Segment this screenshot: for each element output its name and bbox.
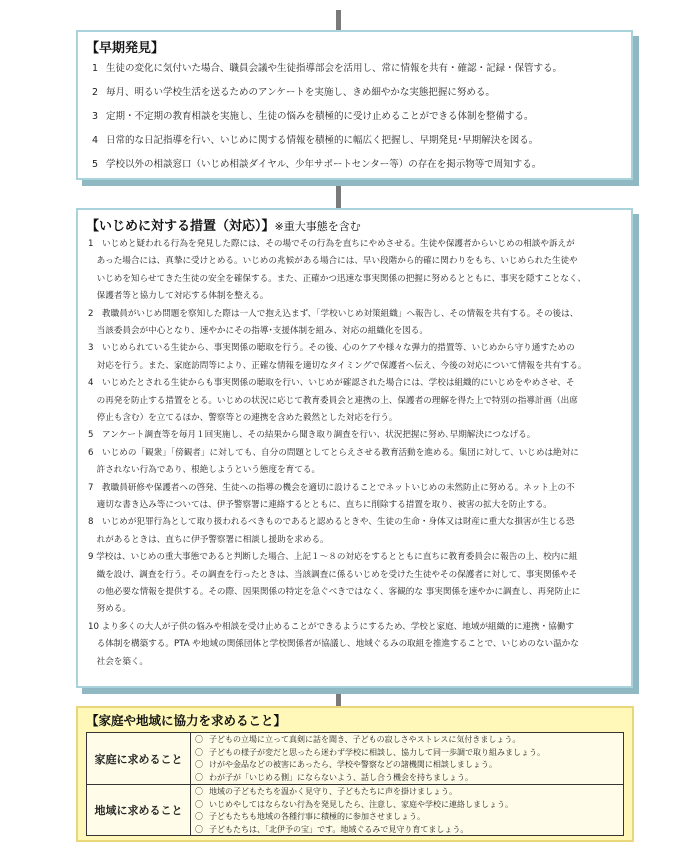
- community-item: 〇 地域の子どもたちを温かく見守り、子どもたちに声を掛けましょう。: [195, 787, 457, 796]
- early-detection-item: 5 学校以外の相談窓口（いじめ相談ダイヤル、少年サポートセンター等）の存在を掲示物等で周知する。: [92, 159, 542, 170]
- early-detection-item: 3 定期・不定期の教育相談を実施し、生徒の悩みを積極的に受け止めることができる体制を整備する。: [92, 111, 534, 122]
- response-line: 9 学校は、いじめの重大事態であると判断した場合、上記１～８の対応をするとともに直ちに教育委員会に報告の上、校内に組: [88, 552, 578, 563]
- community-item: 〇 いじめやしてはならない行為を発見したら、注意し、家庭や学校に連絡しましょう。: [195, 799, 513, 809]
- response-line: 6 いじめの「観衆」「傍観者」に対しても、自分の問題としてとらえさせる教育活動を進める。集団に対して、いじめは絶対に: [88, 447, 579, 458]
- early-detection-item: 2 毎月、明るい学校生活を送るためのアンケートを実施し、きめ細やかな実態把握に努める。: [92, 87, 495, 98]
- home-row-label: 家庭に求めること: [87, 733, 191, 784]
- cooperation-box: [76, 706, 634, 842]
- home-item: 〇 けがや金品などの被害にあったら、学校や警察などの諸機関に相談しましょう。: [195, 760, 497, 769]
- response-line: 社会を築く。: [88, 656, 148, 667]
- response-line: 対応を行う。また、家庭訪問等により、正確な情報を適切なタイミングで保護者へ伝え、今後の対応について情報を共有する。: [88, 360, 587, 371]
- home-item: 〇 子どもの様子が変だと思ったら迷わず学校に相談し、協力して同一歩調で取り組みましょう。: [195, 747, 545, 757]
- response-line: あった場合には、真摯に受けとめる。いじめの兆候がある場合には、早い段階から的確に関わりをもち、いじめられた生徒や: [88, 256, 578, 267]
- response-line: 適切な書き込み等については、伊予警察署に連絡するとともに、直ちに削除する措置を取り、被害の拡大を防止する。: [88, 500, 552, 510]
- community-row-items: [195, 786, 513, 836]
- response-note: ※重大事態を含む: [274, 220, 361, 233]
- response-title: 【いじめに対する措置（対応）】※重大事態を含む: [86, 219, 361, 234]
- community-row-label: 地域に求めること: [87, 785, 191, 835]
- response-line: 7 教職員研修や保護者への啓発、生徒への指導の機会を適切に設けることでネットいじめの未然防止に努める。ネット上の不: [88, 482, 575, 493]
- home-item: 〇 わが子が「いじめる側」にならないよう、話し合う機会を持ちましょう。: [195, 772, 473, 782]
- early-detection-title: 【早期発見】: [86, 41, 165, 56]
- community-row: [87, 785, 623, 835]
- response-line: 3 いじめられている生徒から、事実関係の聴取を行う。その後、心のケアや様々な弾力的措置等、いじめから守り通すための: [88, 343, 575, 354]
- community-item: 〇 子どもたちも地域の各種行事に積極的に参加させましょう。: [195, 812, 425, 821]
- early-detection-item: 1 生徒の変化に気付いた場合、職員会議や生徒指導部会を活用し、常に情報を共有・確認・記録・保管する。: [92, 63, 563, 74]
- cooperation-table: [86, 732, 624, 836]
- response-line: いじめを知らせてきた生徒の安全を確保する。また、正確かつ迅速な事実関係の把握に努めるとともに、事実を隠すことなく、: [88, 273, 587, 284]
- response-line: 当該委員会が中心となり、速やかにその指導･支援体制を組み、対応の組織化を図る。: [88, 326, 428, 336]
- response-line: る体制を構築する。PTA や地域の関係団体と学校関係者が協議し、地域ぐるみの取組を推進することで、いじめのない温かな: [88, 639, 579, 650]
- early-detection-box: [76, 30, 633, 180]
- response-line: 許されない行為であり、根絶しようという態度を育てる。: [88, 465, 321, 476]
- cooperation-title: 【家庭や地域に協力を求めること】: [86, 713, 287, 728]
- response-line: の再発を防止する措置をとる。いじめの状況に応じて教育委員会と連携の上、保護者の理解を得た上で特別の指導計画（出席: [88, 395, 578, 406]
- response-box: [76, 208, 633, 688]
- early-detection-item: 4 日常的な日記指導を行い、いじめに関する情報を積極的に幅広く把握し、早期発見･早期解決を図る。: [92, 135, 539, 146]
- home-row: [87, 733, 623, 785]
- response-line: 停止も含む）を立てるほか、警察等との連携を含めた毅然とした対応を行う。: [88, 413, 398, 423]
- middle-connector: [336, 182, 341, 210]
- response-line: 保護者等と協力して対応する体制を整える。: [88, 291, 269, 302]
- response-line: れがあるときは、直ちに伊予警察署に相談し援助を求める。: [88, 534, 329, 545]
- response-line: 努める。: [88, 604, 131, 615]
- response-line: 8 いじめが犯罪行為として取り扱われるべきものであると認めるときや、生徒の生命・身体又は財産に重大な損害が生じる恐: [88, 517, 575, 528]
- response-line: 10 より多くの大人が子供の悩みや相談を受け止めることができるようにするため、学校と家庭、地域が組織的に連携・協働す: [88, 621, 574, 632]
- home-item: 〇 子どもの立場に立って真剣に話を聞き、子どもの寂しさやストレスに気付きましょう。: [195, 735, 521, 744]
- response-line: 5 アンケート調査等を毎月１回実施し、その結果から聞き取り調査を行い、状況把握に努め､早期解決につなげる。: [88, 430, 536, 441]
- community-item: 〇 子どもたちは、「北伊予の宝」です。地域ぐるみで見守り育てましょう。: [195, 824, 469, 834]
- response-line: の他必要な情報を提供する。その際、因果関係の特定を急ぐべきではなく、客観的な 事実関係を速やかに調査し、再発防止に: [88, 587, 581, 597]
- response-line: 1 いじめと疑われる行為を発見した際には、その場でその行為を直ちにやめさせる。生徒や保護者からいじめの相談や訴えが: [88, 239, 575, 249]
- response-line: 織を設け、調査を行う。その調査を行ったときは、当該調査に係るいじめを受けた生徒やその保護者に対して、事実関係やそ: [88, 569, 578, 580]
- home-row-items: [195, 734, 545, 784]
- response-line: 4 いじめたとされる生徒からも事実関係の聴取を行い、いじめが確認された場合には、学校は組織的にいじめをやめさせ、そ: [88, 378, 575, 389]
- response-line: 2 教職員がいじめ問題を察知した際は一人で抱え込まず、「学校いじめ対策組織」へ報告し、その情報を共有する。その後は、: [88, 308, 579, 319]
- top-connector: [336, 10, 341, 32]
